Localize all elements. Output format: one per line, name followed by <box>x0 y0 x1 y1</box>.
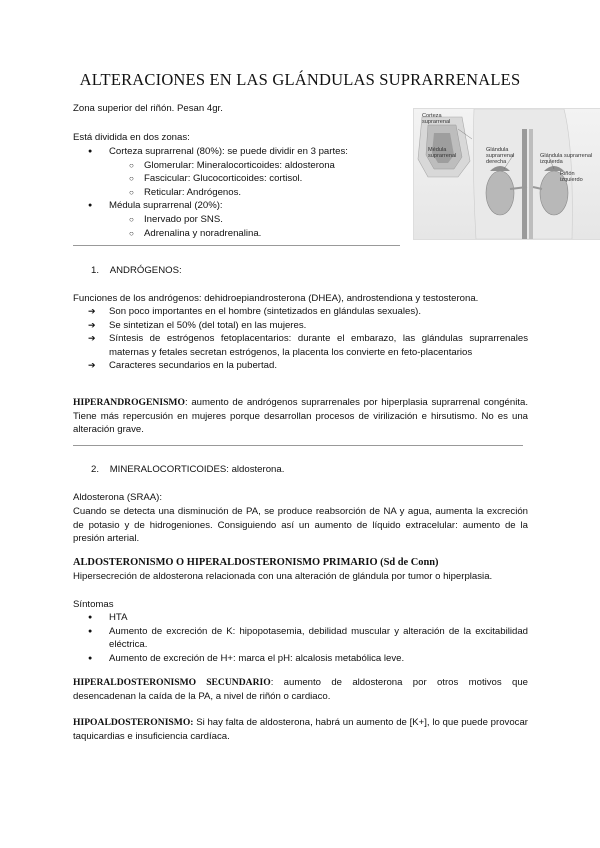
list-item: ○ Reticular: Andrógenos. <box>109 186 403 200</box>
hypo-paragraph <box>73 716 528 743</box>
list-item: ➔ Síntesis de estrógenos fetoplacentarios: durante el embarazo, las glándulas suprarrenales maternas y fetales secretan estrógenos, la placenta los convierte en feto-placentarios <box>73 332 528 359</box>
label-rinon: Riñón izquierdo <box>560 171 583 184</box>
list-item: ● Aumento de excreción de K: hipopotasemia, debilidad muscular y alteración de la excitabilidad eléctrica. <box>73 625 528 652</box>
secondary-paragraph <box>73 676 528 703</box>
section2-title: MINERALOCORTICOIDES: aldosterona. <box>109 464 285 475</box>
section1-title: ANDRÓGENOS: <box>109 265 182 276</box>
hyperandrogenism-text: : aumento de andrógenos suprarrenales por hiperplasia suprarrenal congénita. Tiene más repercusión en mujeres porque desarrollan procesos de virilización e hirsutismo. No es una alteración grave. <box>73 397 528 436</box>
list-item: ➔ Se sintetizan el 50% (del total) en las mujeres. <box>73 319 528 333</box>
medula-text: Médula suprarrenal (20%): <box>109 200 223 212</box>
list-item-medula <box>73 199 403 240</box>
label-corteza: Corteza suprarrenal <box>422 113 451 126</box>
intro-location: Zona superior del riñón. Pesan 4gr. <box>73 103 223 114</box>
section1-functions: Funciones de los andrógenos: dehidroepiandrosterona (DHEA), androstendiona y testosterona. <box>73 293 479 304</box>
sraa-text: Cuando se detecta una disminución de PA, se produce reabsorción de NA y agua, aumenta la excreción de potasio y de hidrogeniones. Consiguiendo así un aumento de líquido extracelular: aumento de la presión arterial. <box>73 506 528 545</box>
list-item: ➔ Caracteres secundarios en la pubertad. <box>73 359 528 373</box>
list-item: ○ Inervado por SNS. <box>109 213 403 227</box>
divider <box>73 445 523 446</box>
zones-list <box>73 145 403 240</box>
sraa-label: Aldosterona (SRAA): <box>73 492 163 503</box>
list-item: ○ Fascicular: Glucocorticoides: cortisol. <box>109 172 403 186</box>
symptoms-list <box>73 611 528 665</box>
list-item: ➔ Son poco importantes en el hombre (sintetizados en glándulas sexuales). <box>73 305 528 319</box>
secondary-term: HIPERALDOSTERONISMO SECUNDARIO <box>73 677 271 688</box>
label-glandula-derecha: Glándula suprarrenal derecha <box>486 147 515 166</box>
list-item: ○ Glomerular: Mineralocorticoides: aldosterona <box>109 159 403 173</box>
label-medula: Médula suprarrenal <box>428 147 457 160</box>
secondary-text: : aumento de aldosterona por otros motivos que desencadenan la caída de la PA, a nivel de riñón o cardiaco. <box>73 677 528 702</box>
hyperandrogenism-term: HIPERANDROGENISMO <box>73 397 185 408</box>
section1-bullets <box>73 305 528 373</box>
section2-heading <box>91 463 284 477</box>
list-item: ● HTA <box>73 611 528 625</box>
intro-divided: Está dividida en dos zonas: <box>73 132 190 143</box>
adrenal-gland-figure <box>413 108 600 240</box>
label-glandula-izquierda: Glándula suprarrenal izquierda <box>540 153 593 166</box>
list-item: ● Aumento de excreción de H+: marca el pH: alcalosis metabólica leve. <box>73 652 528 666</box>
section1-number: 1. <box>91 265 100 276</box>
list-item-corteza <box>73 145 403 199</box>
primary-heading: ALDOSTERONISMO O HIPERALDOSTERONISMO PRIMARIO (Sd de Conn) <box>73 557 439 568</box>
section2-number: 2. <box>91 464 100 475</box>
primary-text: Hipersecreción de aldosterona relacionada con una alteración de glándula por tumor o hiperplasia. <box>73 571 493 582</box>
hypo-term: HIPOALDOSTERONISMO: <box>73 717 194 728</box>
hypo-text: Si hay falta de aldosterona, habrá un aumento de [K+], lo que puede provocar taquicardias e insuficiencia cardíaca. <box>73 717 528 742</box>
page-title: ALTERACIONES EN LAS GLÁNDULAS SUPRARRENALES <box>79 70 521 89</box>
divider <box>73 245 400 246</box>
list-item: ○ Adrenalina y noradrenalina. <box>109 227 403 241</box>
corteza-text: Corteza suprarrenal (80%): se puede dividir en 3 partes: <box>109 146 348 157</box>
hyperandrogenism-paragraph <box>73 396 528 437</box>
section1-heading <box>91 264 182 278</box>
symptoms-label: Síntomas <box>73 599 114 610</box>
